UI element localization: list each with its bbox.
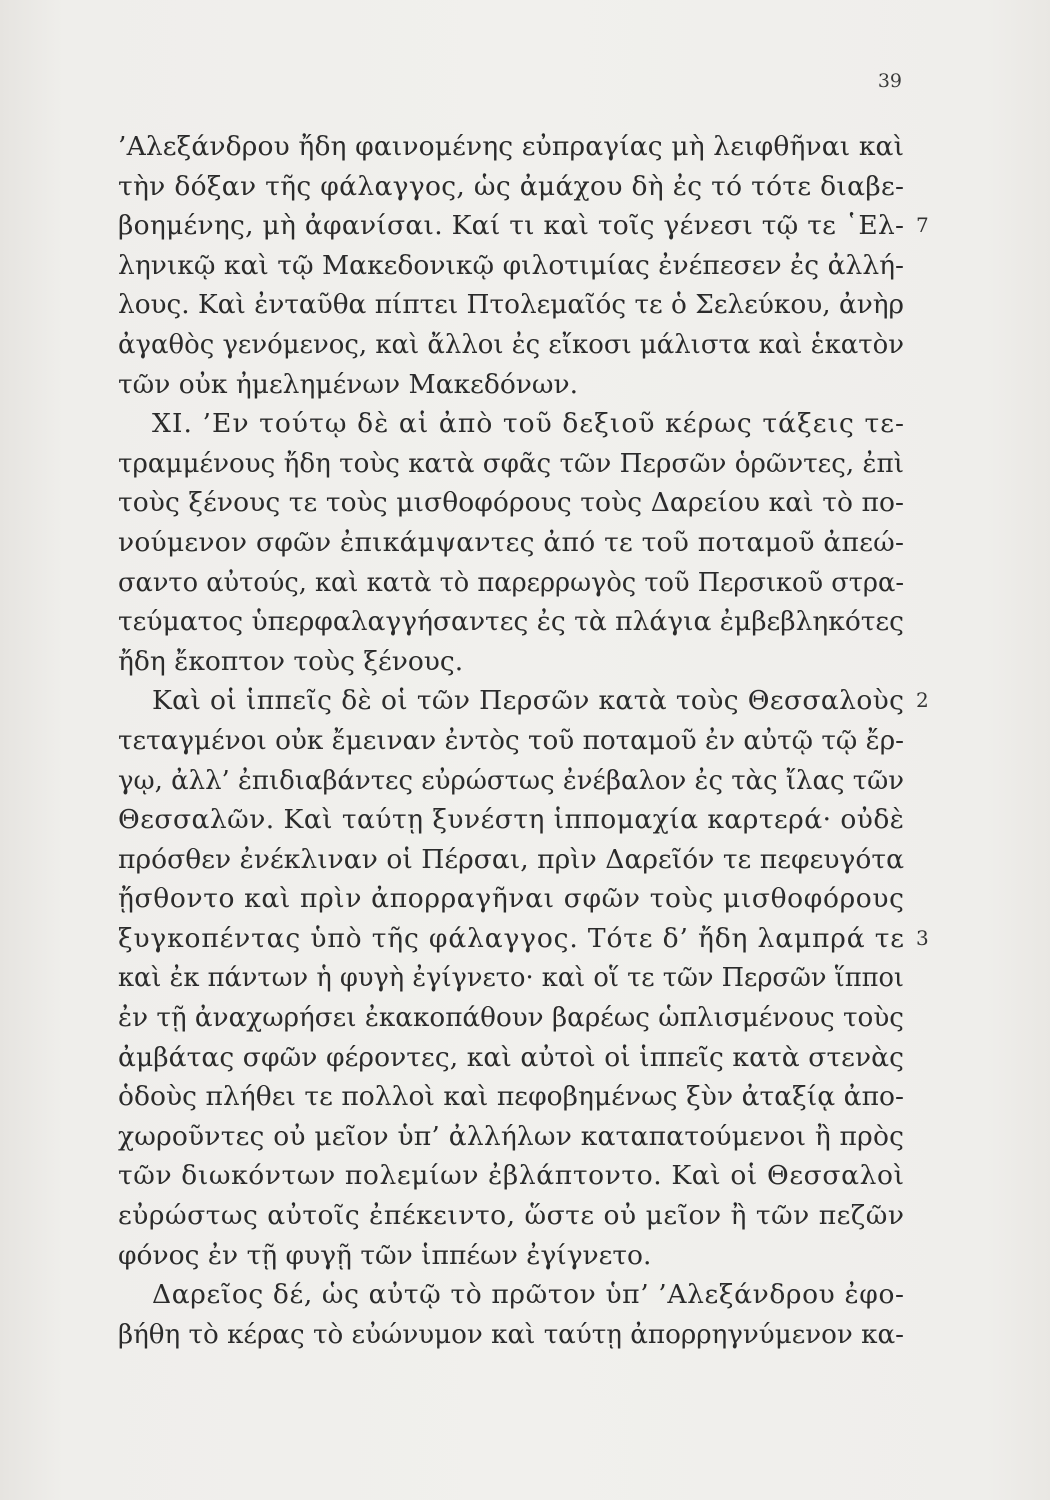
line-text: ἐν τῇ ἀναχωρήσει ἐκακοπάθουν βαρέως ὡπλισμένους τοὺς <box>118 1002 904 1034</box>
text-line <box>118 246 904 286</box>
text-line <box>118 325 904 365</box>
text-line <box>118 879 904 919</box>
line-text: τὴν δόξαν τῆς φάλαγγος, ὡς ἀμάχου δὴ ἐς τό τότε διαβε- <box>118 170 905 202</box>
line-text: φόνος ἐν τῇ φυγῇ τῶν ἱππέων ἐγίγνετο. <box>118 1239 652 1271</box>
text-line <box>118 840 904 880</box>
line-text: Δαρεῖος δέ, ὡς αὐτῷ τὸ πρῶτον ὑπ’ ’Αλεξάνδρου ἐφο- <box>152 1279 905 1311</box>
text-line <box>118 127 904 167</box>
line-text: τῶν διωκόντων πολεμίων ἐβλάπτοντο. Καὶ οἱ Θεσσαλοὶ <box>118 1160 905 1192</box>
text-line <box>118 483 904 523</box>
line-text: τεταγμένοι οὐκ ἔμειναν ἐντὸς τοῦ ποταμοῦ ἐν αὐτῷ τῷ ἔρ- <box>118 724 904 756</box>
text-line <box>118 602 904 642</box>
line-text: γῳ, ἀλλ’ ἐπιδιαβάντες εὐρώστως ἐνέβαλον ἐς τὰς ἴλας τῶν <box>118 764 904 796</box>
line-text: ἀγαθὸς γενόμενος, καὶ ἄλλοι ἐς εἴκοσι μάλιστα καὶ ἑκατὸν <box>118 328 904 360</box>
text-line <box>118 1038 904 1078</box>
line-text: Θεσσαλῶν. Καὶ ταύτῃ ξυνέστη ἱππομαχία καρτερά· οὐδὲ <box>118 804 905 836</box>
section-marginal-number: 2 <box>916 688 929 713</box>
line-text: ἤδη ἔκοπτον τοὺς ξένους. <box>118 645 464 677</box>
line-text: λους. Καὶ ἐνταῦθα πίπτει Πτολεμαῖός τε ὁ Σελεύκου, ἀνὴρ <box>118 289 904 321</box>
line-text: τοὺς ξένους τε τοὺς μισθοφόρους τοὺς Δαρείου καὶ τὸ πο- <box>118 487 905 519</box>
line-text: ὁδοὺς πλήθει τε πολλοὶ καὶ πεφοβημένως ξὺν ἀταξίᾳ ἀπο- <box>118 1081 905 1113</box>
text-line <box>118 998 904 1038</box>
text-line <box>118 1236 904 1276</box>
text-line <box>118 206 929 246</box>
line-text: ’Αλεξάνδρου ἤδη φαινομένης εὐπραγίας μὴ λειφθῆναι καὶ <box>118 131 905 162</box>
section-marginal-number: 3 <box>916 925 929 950</box>
text-line <box>118 444 904 484</box>
text-line <box>118 285 904 325</box>
text-line <box>118 721 904 761</box>
line-text: XI. ’Εν τούτῳ δὲ αἱ ἀπὸ τοῦ δεξιοῦ κέρως τάξεις τε- <box>152 408 906 440</box>
text-line <box>118 642 904 682</box>
text-line <box>118 404 904 444</box>
text-line <box>118 167 904 207</box>
line-text: νούμενον σφῶν ἐπικάμψαντες ἀπό τε τοῦ ποταμοῦ ἀπεώ- <box>118 526 905 558</box>
text-line <box>118 1077 904 1117</box>
text-line <box>118 1275 904 1315</box>
line-text: βήθη τὸ κέρας τὸ εὐώνυμον καὶ ταύτῃ ἀπορρηγνύμενον κα- <box>118 1318 904 1350</box>
text-line <box>118 681 929 721</box>
text-line <box>118 1315 904 1355</box>
line-text: ξυγκοπέντας ὑπὸ τῆς φάλαγγος. Τότε δ’ ἤδη λαμπρά τε <box>118 922 905 954</box>
text-line <box>118 919 929 959</box>
line-text: τῶν οὐκ ἠμελημένων Μακεδόνων. <box>118 368 579 400</box>
line-text: Καὶ οἱ ἱππεῖς δὲ οἱ τῶν Περσῶν κατὰ τοὺς Θεσσαλοὺς <box>152 685 905 717</box>
line-text: ληνικῷ καὶ τῷ Μακεδονικῷ φιλοτιμίας ἐνέπεσεν ἐς ἀλλή- <box>118 249 905 281</box>
text-line <box>118 523 904 563</box>
text-line <box>118 1117 904 1157</box>
section-marginal-number: 7 <box>916 213 929 238</box>
line-text: σαντο αὐτούς, καὶ κατὰ τὸ παρερρωγὸς τοῦ Περσικοῦ στρα- <box>118 566 904 598</box>
text-line <box>118 761 904 801</box>
line-text: τεύματος ὑπερφαλαγγήσαντες ἐς τὰ πλάγια ἐμβεβληκότες <box>118 606 904 638</box>
text-line <box>118 1196 904 1236</box>
line-text: βοημένης, μὴ ἀφανίσαι. Καί τι καὶ τοῖς γένεσι τῷ τε ῾Ελ- <box>118 210 905 242</box>
line-text: τραμμένους ἤδη τοὺς κατὰ σφᾶς τῶν Περσῶν ὁρῶντες, ἐπὶ <box>118 447 904 479</box>
line-text: ἀμβάτας σφῶν φέροντες, καὶ αὐτοὶ οἱ ἱππεῖς κατὰ στενὰς <box>118 1041 905 1073</box>
line-text: χωροῦντες οὐ μεῖον ὑπ’ ἀλλήλων καταπατούμενοι ἢ πρὸς <box>118 1120 905 1152</box>
line-text: καὶ ἐκ πάντων ἡ φυγὴ ἐγίγνετο· καὶ οἵ τε τῶν Περσῶν ἵπποι <box>118 962 904 994</box>
line-text: ᾔσθοντο καὶ πρὶν ἀπορραγῆναι σφῶν τοὺς μισθοφόρους <box>118 883 905 915</box>
text-line <box>118 800 904 840</box>
line-text: πρόσθεν ἐνέκλιναν οἱ Πέρσαι, πρὶν Δαρεῖόν τε πεφευγότα <box>118 843 905 875</box>
text-line <box>118 958 904 998</box>
body-text <box>118 127 929 1354</box>
page-number: 39 <box>877 70 902 92</box>
text-line <box>118 563 904 603</box>
text-line <box>118 365 904 405</box>
line-text: εὐρώστως αὐτοῖς ἐπέκειντο, ὥστε οὐ μεῖον ἢ τῶν πεζῶν <box>118 1200 905 1232</box>
text-line <box>118 1156 904 1196</box>
